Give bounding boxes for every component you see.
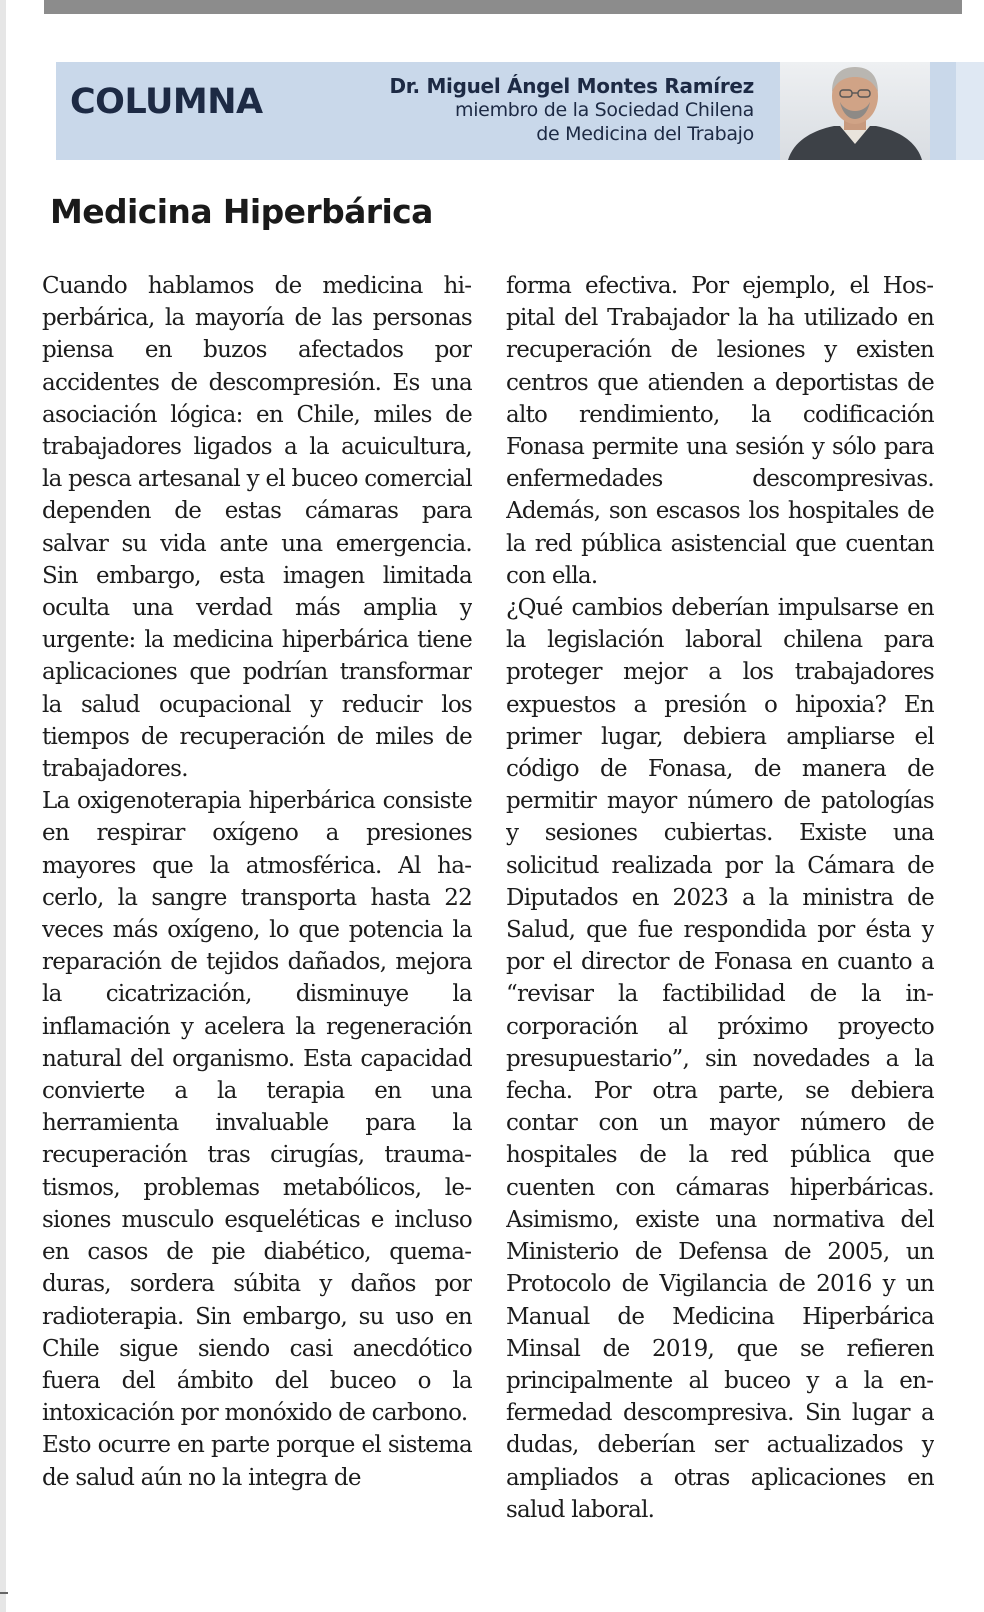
margin-tick: [0, 1592, 8, 1594]
author-photo-icon: [780, 62, 930, 160]
paragraph: forma efectiva. Por ejemplo, el Hospital del Trabajador la ha utilizado en recuperación de lesiones y existen centros que atienden a deportistas de alto rendimiento, la codificación Fonasa permite una sesión y sólo para enfermedades descompresivas. Además, son escasos los hospitales de la red pública asistencial que cuentan con ella.: [506, 273, 934, 589]
paragraph: Cuando hablamos de medicina hiperbárica, la mayoría de las personas piensa en buzos afectados por accidentes de descompresión. Es una asociación lógica: en Chile, miles de trabajadores ligados a la acuicultura, la pesca artesanal y el buceo comercial dependen de estas cámaras para salvar su vida ante una emergencia. Sin embargo, esta imagen limitada oculta una verdad más amplia y urgente: la medicina hiperbárica tiene aplicaciones que podrían transformar la salud ocupacional y reducir los tiempos de recuperación de miles de trabajadores.: [42, 273, 472, 783]
article-title: Medicina Hiperbárica: [50, 192, 433, 231]
author-name: Dr. Miguel Ángel Montes Ramírez: [389, 74, 754, 98]
article-left-column: [42, 270, 472, 1532]
top-rule: [44, 0, 962, 14]
article-right-column: [506, 270, 934, 1532]
author-affiliation-line1: miembro de la Sociedad Chilena: [455, 99, 754, 121]
paragraph: La oxigenoterapia hiperbárica consiste en respirar oxígeno a presiones mayores que la atmosférica. Al hacerlo, la sangre transporta hasta 22 veces más oxígeno, lo que potencia la reparación de tejidos dañados, mejora la cicatrización, disminuye la inflamación y acelera la regeneración natural del organismo. Esta capacidad convierte a la terapia en una herramienta invaluable para la recuperación tras cirugías, traumatismos, problemas metabólicos, lesiones musculo esqueléticas e incluso en casos de pie diabético, quemaduras, sordera súbita y daños por radioterapia. Sin embargo, su uso en Chile sigue siendo casi anecdótico fuera del ámbito del buceo o la intoxicación por monóxido de carbono.: [42, 788, 472, 1427]
header-right-strip: [956, 62, 984, 160]
page-edge: [0, 0, 6, 1612]
author-affiliation-line2: de Medicina del Trabajo: [536, 123, 754, 145]
paragraph: Esto ocurre en parte porque el sistema de salud aún no la integra de: [42, 1432, 472, 1491]
section-kicker: COLUMNA: [70, 82, 263, 122]
byline: [389, 74, 754, 146]
paragraph: ¿Qué cambios deberían impulsarse en la legislación laboral chilena para proteger mejor a los trabajadores expuestos a presión o hipoxia? En primer lugar, debiera ampliarse el código de Fonasa, de manera de permitir mayor número de patologías y sesiones cubiertas. Existe una solicitud realizada por la Cámara de Diputados en 2023 a la ministra de Salud, que fue respondida por ésta y por el director de Fonasa en cuanto a “revisar la factibilidad de la incorporación al próximo proyecto presupuestario”, sin novedades a la fecha. Por otra parte, se debiera contar con un mayor número de hospitales de la red pública que cuenten con cámaras hiperbáricas. Asimismo, existe una normativa del Ministerio de Defensa de 2005, un Protocolo de Vigilancia de 2016 y un Manual de Medicina Hiperbárica Minsal de 2019, que se refieren principalmente al buceo y a la enfermedad descompresiva. Sin lugar a dudas, deberían ser actualizados y ampliados a otras aplicaciones en salud laboral.: [506, 595, 934, 1523]
